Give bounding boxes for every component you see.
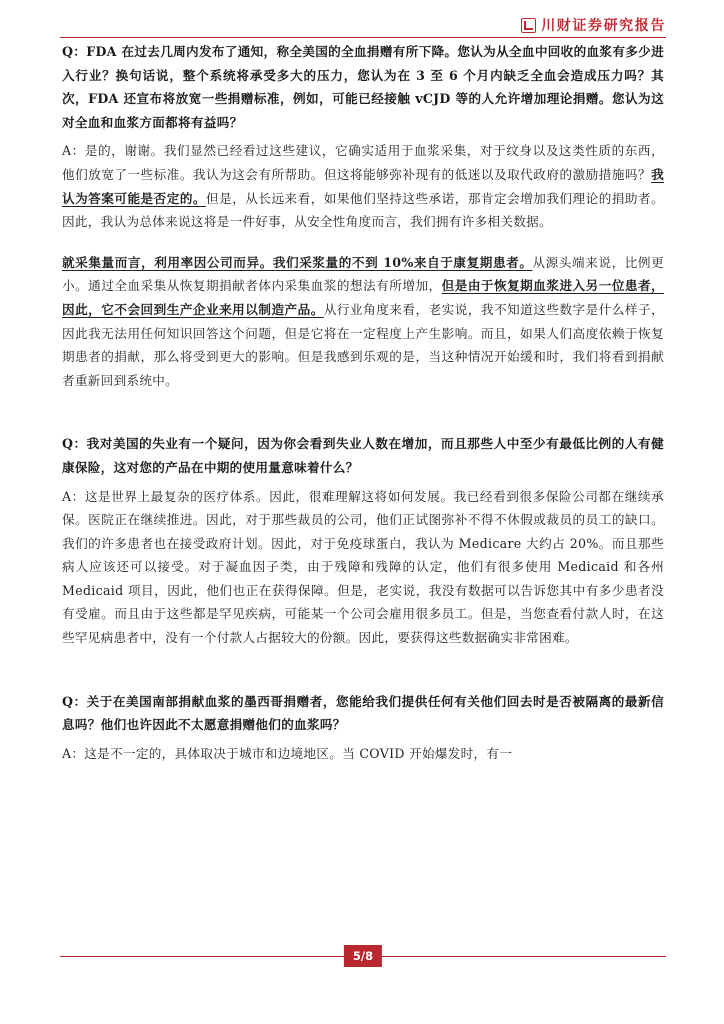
section-gap (62, 650, 664, 690)
qa-transcript (62, 40, 664, 765)
report-series-title: 川财证券研究报告 (541, 18, 666, 34)
question-1: Q：FDA 在过去几周内发布了通知，称全美国的全血捐赠有所下降。您认为从全血中回收的血浆有多少进入行业？换句话说，整个系统将承受多大的压力，您认为在 3 至 6 个月内缺乏全血会造成压力吗？其次，FDA 还宣布将放宽一些捐赠标准，例如，可能已经接触 vCJD 等的人允许增加理论捐赠。您认为这对全血和血浆方面都将有益吗？ (62, 44, 664, 130)
report-header-brand (521, 14, 666, 36)
paragraph-gap (62, 234, 664, 251)
page-number: 5/8 (344, 945, 382, 967)
answer-3: A：这是不一定的，具体取决于城市和边境地区。当 COVID 开始爆发时，有一 (62, 745, 513, 761)
answer-1-highlight: 我认为答案可能是否定的。 (62, 166, 664, 206)
answer-1-continued-highlight-b: 但是由于恢复期血浆进入另一位患者，因此，它不会回到生产企业来用以制造产品。 (62, 278, 664, 317)
answer-1-text-a: A：是的，谢谢。我们显然已经看过这些建议，它确实适用于血浆采集，对于纹身以及这类性质的东西，他们放宽了一些标准。我认为这会有所帮助。但这将能够弥补现有的低迷以及取代政府的激励措施吗？ (62, 143, 664, 182)
header-divider (60, 37, 666, 38)
question-3: Q：关于在美国南部捐献血浆的墨西哥捐赠者，您能给我们提供任何有关他们回去时是否被隔离的最新信息吗？他们也许因此不太愿意捐赠他们的血浆吗？ (62, 693, 664, 733)
answer-2: A：这是世界上最复杂的医疗体系。因此，很难理解这将如何发展。我已经看到很多保险公司都在继续承保。医院正在继续推进。因此，对于那些裁员的公司，他们正试图弥补不得不休假或裁员的员工的缺口。我们的许多患者也在接受政府计划。因此，对于免疫球蛋白，我认为 Medicare 大约占 20%。而且那些病人应该还可以接受。对于凝血因子类，由于残障和残障的认定，他们有很多使用 Medicaid 和各州 Medicaid 项目，因此，他们也正在获得保障。但是，老实说，我没有数据可以告诉您其中有多少患者没有受雇。而且由于这些都是罕见疾病，可能某一个公司会雇用很多员工。但是，当您查看付款人时，在这些罕见病患者中，没有一个付款人占据较大的份额。因此，要获得这些数据确实非常困难。 (62, 488, 664, 646)
answer-1-continued-text-b: 从行业角度来看，老实说，我不知道这些数字是什么样子，因此我无法用任何知识回答这个问题，但是它将在一定程度上产生影响。而且，如果人们高度依赖于恢复期患者的捐献，那么将受到更大的影响。但是我感到乐观的是，当这种情况开始缓和时，我们将看到捐献者重新回到系统中。 (62, 301, 664, 388)
answer-1-text-b: 但是，从长远来看，如果他们坚持这些承诺，那肯定会增加我们理论的捐助者。因此，我认为总体来说这将是一件好事，从安全性角度而言，我们拥有许多相关数据。 (62, 190, 665, 230)
answer-1-continued (62, 251, 664, 393)
company-logo-icon (521, 18, 536, 33)
answer-1-continued-text-a: 从源头端来说，比例更小。通过全血采集从恢复期捐献者体内采集血浆的想法有所增加， (62, 254, 664, 294)
answer-1 (62, 139, 664, 233)
answer-1-continued-highlight-a: 就采集量而言，利用率因公司而异。我们采浆量的不到 10%来自于康复期患者。 (62, 254, 533, 270)
section-gap (62, 392, 664, 432)
page-footer (60, 945, 666, 969)
question-2: Q：我对美国的失业有一个疑问，因为你会看到失业人数在增加，而且那些人中至少有最低比例的人有健康保险，这对您的产品在中期的使用量意味着什么？ (62, 436, 664, 475)
